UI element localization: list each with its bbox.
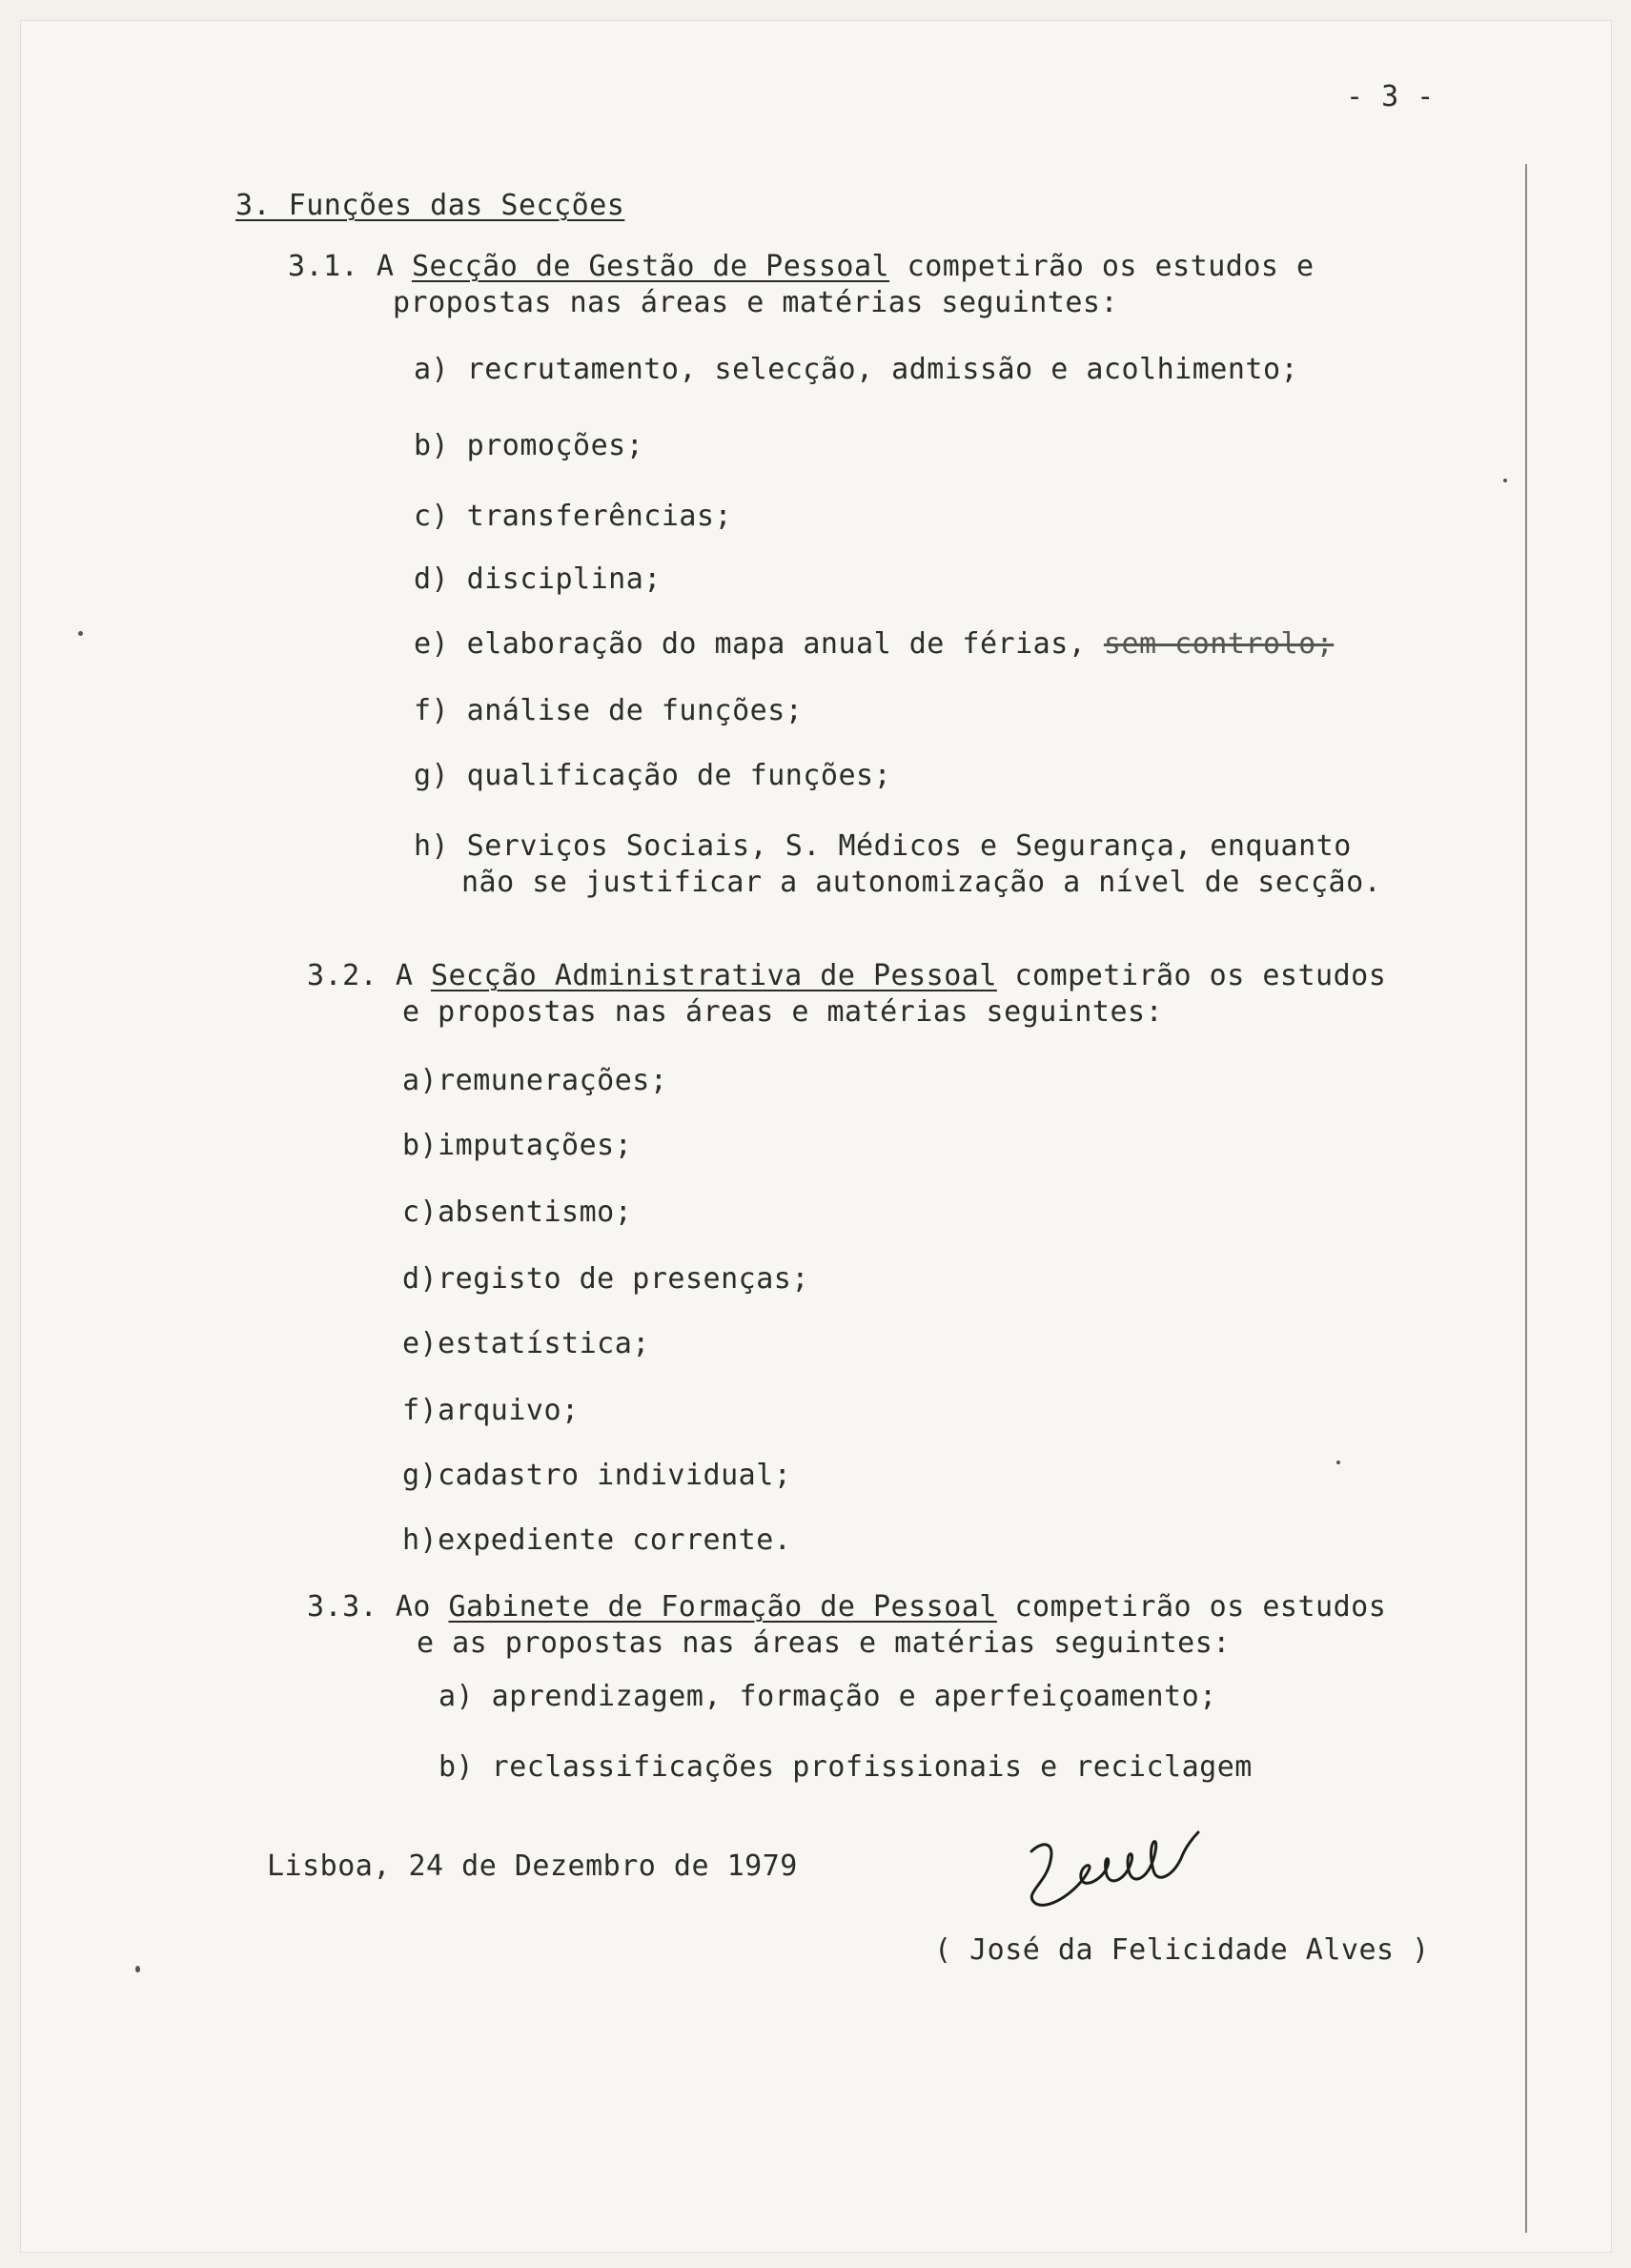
s33-suffix: competirão os estudos: [1014, 1590, 1387, 1624]
s31-item-d: d) disciplina;: [414, 562, 662, 596]
signature-name: ( José da Felicidade Alves ): [934, 1933, 1430, 1967]
s31-suffix: competirão os estudos e: [907, 250, 1315, 283]
right-margin-rule: [1525, 164, 1527, 2233]
s31-item-f: f) análise de funções;: [414, 694, 804, 727]
s32-item-e: e)estatística;: [402, 1327, 650, 1360]
s31-item-e: [414, 627, 1334, 662]
s32-item-g: g)cadastro individual;: [402, 1459, 792, 1492]
handwritten-signature: [1012, 1813, 1241, 1918]
s31-unit-name: Secção de Gestão de Pessoal: [411, 250, 890, 283]
s33-item-a: a) aprendizagem, formação e aperfeiçoamento;: [438, 1680, 1217, 1713]
s32-item-b: b)imputações;: [402, 1129, 633, 1162]
s32-prefix: A: [395, 959, 414, 992]
s32-suffix: competirão os estudos: [1014, 959, 1387, 992]
s31-item-b: b) promoções;: [414, 429, 644, 462]
section-heading: [235, 189, 624, 223]
s33-line2: e as propostas nas áreas e matérias seguintes:: [417, 1626, 1231, 1660]
s33-prefix: Ao: [395, 1590, 431, 1624]
s31-number: 3.1.: [288, 250, 359, 283]
section-heading-text: 3. Funções das Secções: [235, 189, 625, 222]
speck: [1503, 479, 1507, 482]
s31-item-c: c) transferências;: [414, 500, 733, 533]
s31-line2: propostas nas áreas e matérias seguintes:: [393, 286, 1119, 319]
s33-line1: [307, 1590, 1386, 1624]
s32-number: 3.2.: [307, 959, 378, 992]
s33-unit-name: Gabinete de Formação de Pessoal: [448, 1590, 997, 1624]
s32-line2: e propostas nas áreas e matérias seguintes:: [402, 995, 1164, 1029]
s31-prefix: A: [376, 250, 395, 283]
s32-item-a: a)remunerações;: [402, 1064, 668, 1097]
s31-item-g: g) qualificação de funções;: [414, 759, 892, 792]
s33-item-b: b) reclassificações profissionais e reciclagem: [438, 1750, 1253, 1784]
s32-item-h: h)expediente corrente.: [402, 1523, 792, 1557]
speck: [1336, 1461, 1340, 1464]
s32-item-d: d)registo de presenças;: [402, 1262, 809, 1296]
s31-item-e-struck: sem controlo;: [1103, 627, 1335, 661]
speck: [78, 631, 83, 636]
s32-item-c: c)absentismo;: [402, 1195, 633, 1229]
s31-line1: [288, 250, 1315, 284]
s33-number: 3.3.: [307, 1590, 378, 1624]
page-number: - 3 -: [1346, 80, 1435, 113]
place-date: Lisboa, 24 de Dezembro de 1979: [267, 1849, 798, 1883]
s31-item-h-line2: não se justificar a autonomização a nível de secção.: [461, 866, 1382, 899]
s32-line1: [307, 959, 1386, 993]
s32-unit-name: Secção Administrativa de Pessoal: [430, 959, 997, 992]
s31-item-h: h) Serviços Sociais, S. Médicos e Segurança, enquanto: [414, 829, 1352, 863]
speck: [135, 1966, 140, 1972]
s31-item-e-text: e) elaboração do mapa anual de férias,: [414, 627, 1087, 661]
s32-item-f: f)arquivo;: [402, 1394, 580, 1427]
document-page: [21, 21, 1611, 2252]
s31-item-a: a) recrutamento, selecção, admissão e acolhimento;: [414, 353, 1299, 386]
